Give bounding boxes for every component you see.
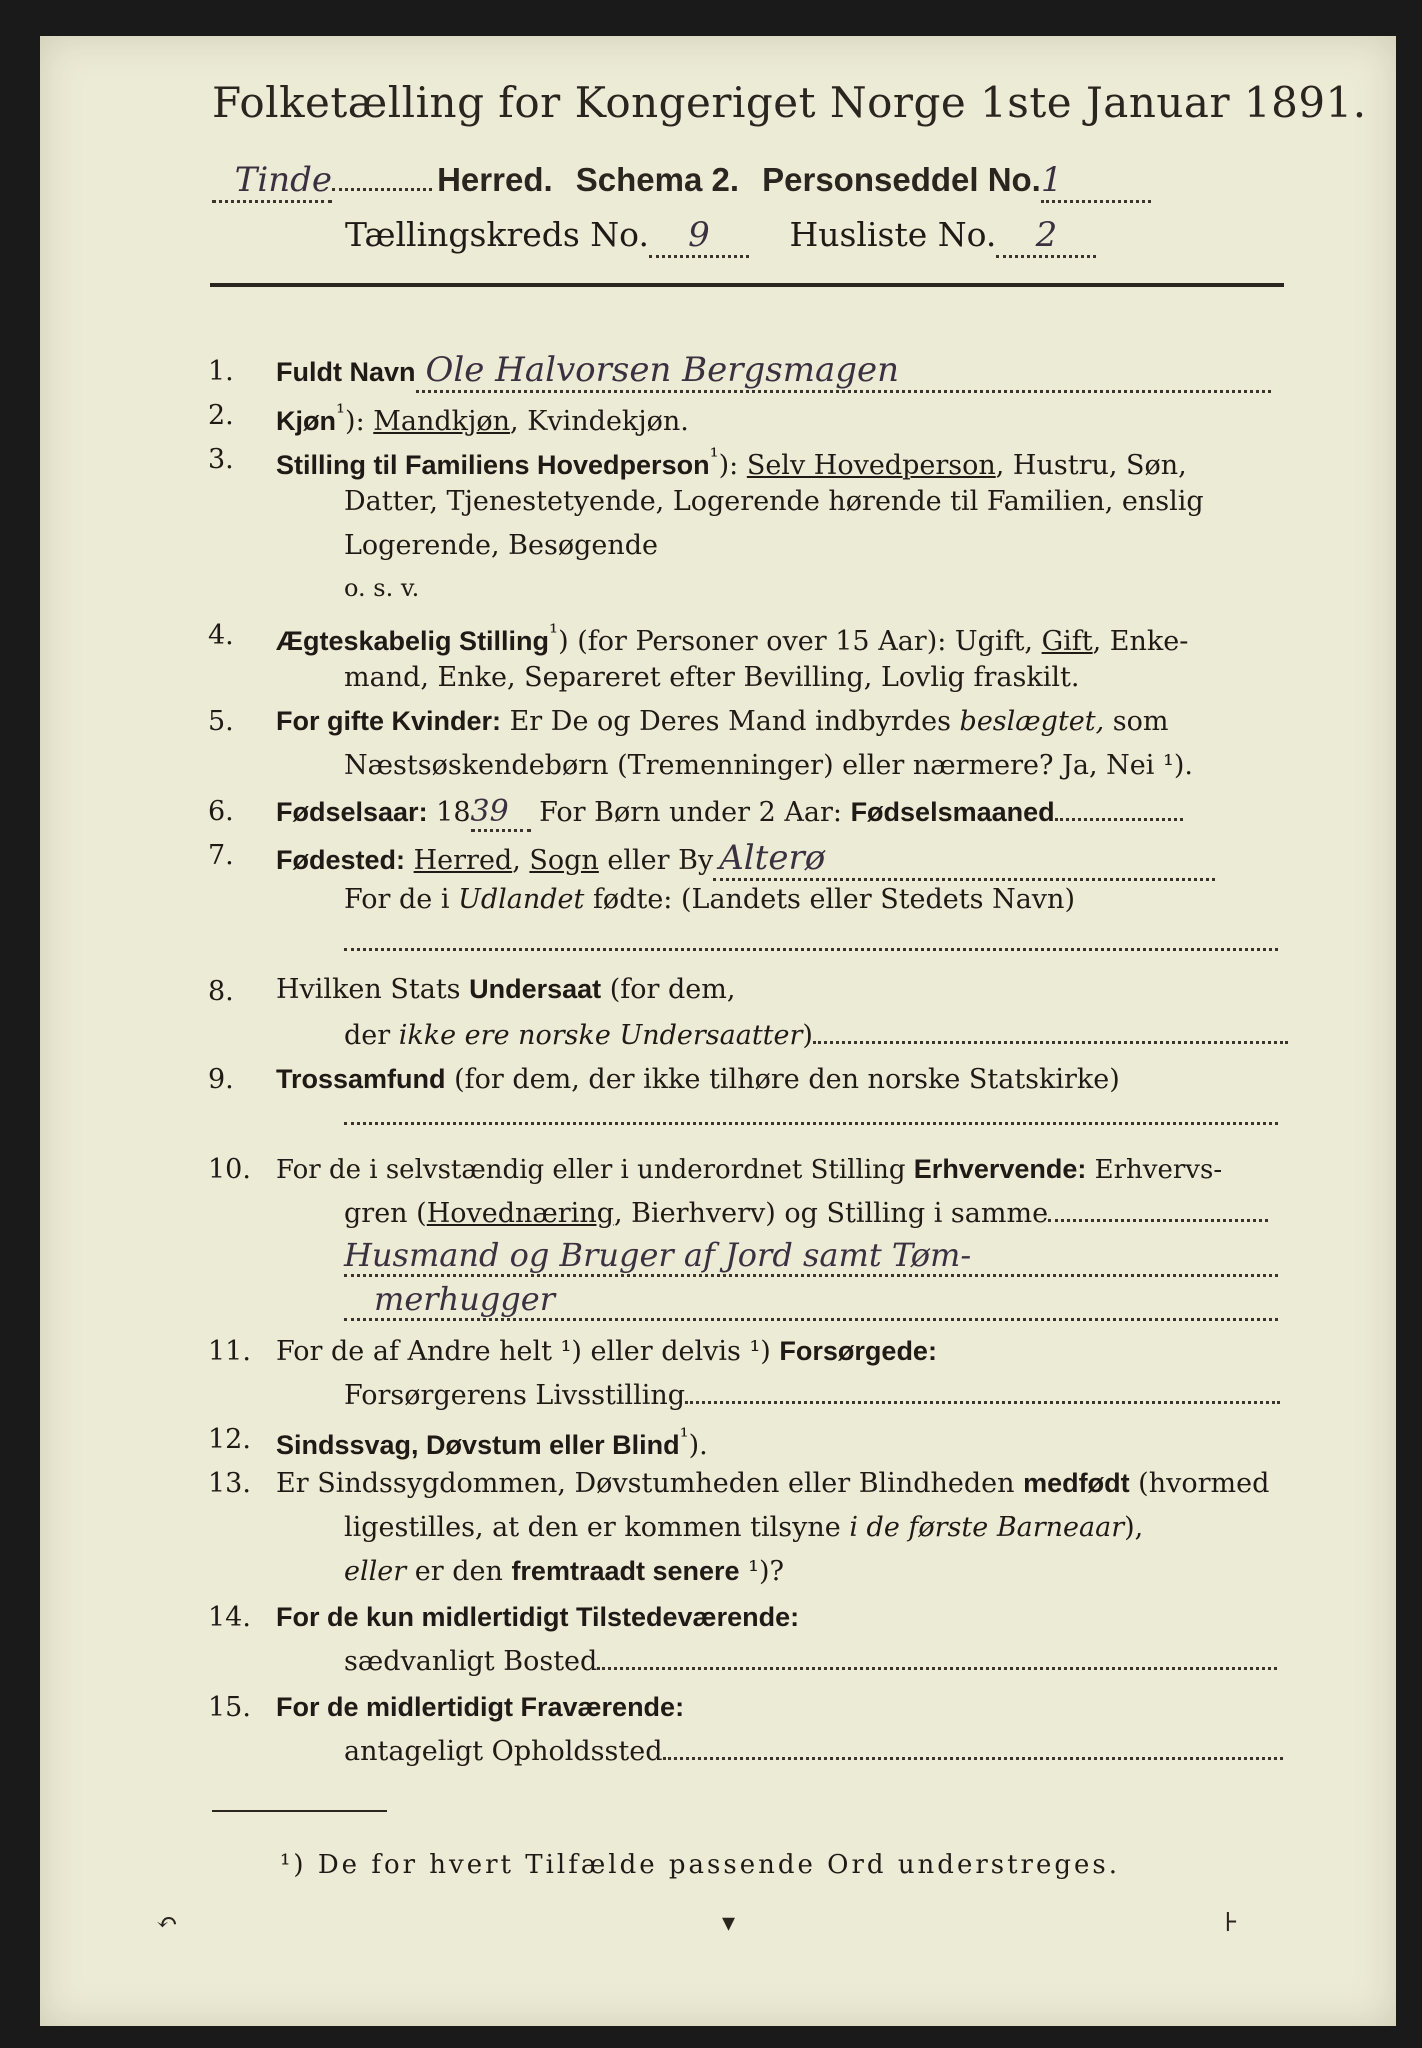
personseddel-label: Personseddel No.	[762, 161, 1041, 198]
item-11-line-2-text: Forsørgerens Livsstilling	[344, 1380, 686, 1411]
herred-label: Herred.	[437, 161, 553, 198]
item-15-line-2-text: antageligt Opholdssted	[344, 1736, 663, 1767]
item-12-text: ).	[688, 1430, 708, 1461]
item-12-sup: ¹	[679, 1424, 689, 1450]
item-13-line-3-bold: fremtraadt senere	[511, 1556, 740, 1586]
item-7-line-2-b: fødte: (Landets eller Stedets Navn)	[584, 884, 1075, 915]
item-3-line-2: Datter, Tjenestetyende, Logerende hørende til Familien, enslig	[344, 486, 1204, 517]
item-13-line-3-c: ¹)?	[739, 1556, 784, 1587]
item-6-number: 6.	[208, 796, 234, 827]
item-10-line-2-b: , Bierhverv) og Stilling i samme	[614, 1198, 1049, 1229]
item-9	[276, 1064, 1120, 1095]
husliste-value: 2	[996, 215, 1096, 258]
item-1-label: Fuldt Navn	[276, 357, 416, 387]
item-13-line-2-b: ),	[1124, 1512, 1144, 1543]
item-10-text-a: For de i selvstændig eller i underordnet Stilling	[276, 1155, 914, 1185]
item-3-text-b: , Hustru, Søn,	[995, 450, 1187, 481]
item-9-text: (for dem, der ikke tilhøre den norske Statskirke)	[445, 1064, 1120, 1095]
item-10	[276, 1154, 1222, 1185]
item-12-number: 12.	[208, 1424, 251, 1455]
item-13-line-3-italic: eller	[344, 1556, 407, 1587]
item-12	[276, 1424, 708, 1461]
item-13-number: 13.	[208, 1468, 251, 1499]
item-15-label: For de midlertidigt Fraværende:	[276, 1692, 685, 1722]
item-14-number: 14.	[208, 1602, 251, 1633]
item-1	[276, 350, 1271, 393]
herred-line	[212, 160, 1151, 203]
item-7-value: Alterø	[713, 838, 1215, 881]
footnote-rule	[212, 1810, 387, 1812]
item-2-label: Kjøn	[276, 406, 336, 436]
item-11-text-a: For de af Andre helt ¹) eller delvis ¹)	[276, 1336, 780, 1367]
item-10-answer-1: Husmand og Bruger af Jord samt Tøm-	[344, 1236, 1278, 1277]
kreds-label: Tællingskreds No.	[345, 215, 649, 254]
item-2-underlined: Mandkjøn	[373, 406, 511, 437]
item-11-line-2	[344, 1380, 1280, 1411]
item-9-number: 9.	[208, 1064, 234, 1095]
item-3-line-4: o. s. v.	[344, 574, 420, 602]
item-10-line-2-underlined: Hovednæring	[426, 1198, 614, 1229]
item-8-line-2-italic: ikke ere norske Undersaatter	[398, 1020, 803, 1051]
item-8-line-2-b: )	[802, 1020, 813, 1051]
item-3-underlined: Selv Hovedperson	[746, 450, 996, 481]
item-1-number: 1.	[208, 356, 234, 387]
item-13-text-c: (hvormed	[1129, 1468, 1270, 1499]
item-3-line-3: Logerende, Besøgende	[344, 530, 658, 561]
item-6-value: 39	[471, 794, 531, 832]
item-4-text-a: ) (for Personer over 15 Aar): Ugift,	[558, 626, 1042, 657]
item-4-number: 4.	[208, 620, 234, 651]
item-5-text-c: Er De og Deres Mand indbyrdes	[501, 706, 960, 737]
item-10-number: 10.	[208, 1154, 251, 1185]
item-13-line-2-italic: i de første Barneaar	[849, 1512, 1125, 1543]
item-5-label: gifte Kvinder:	[327, 706, 502, 736]
item-7-text: eller By	[598, 845, 714, 876]
item-2-text-b: , Kvindekjøn.	[510, 406, 689, 437]
item-2	[276, 400, 689, 437]
item-3-label: Stilling til Familiens Hovedperson	[276, 450, 710, 480]
item-14	[276, 1602, 799, 1633]
item-10-text-c: Erhvervs-	[1086, 1155, 1223, 1185]
item-9-label: Trossamfund	[276, 1064, 446, 1094]
item-15-number: 15.	[208, 1692, 251, 1723]
item-5-text-a: For	[276, 706, 327, 736]
item-1-value: Ole Halvorsen Bergsmagen	[416, 350, 1271, 393]
item-4-label: Ægteskabelig Stilling	[276, 626, 550, 656]
item-5-number: 5.	[208, 706, 234, 737]
item-4-sup: ¹	[549, 620, 559, 646]
item-3	[276, 444, 1187, 481]
item-3-number: 3.	[208, 444, 234, 475]
item-10-line-2-a: gren (	[344, 1198, 427, 1229]
kreds-line	[345, 215, 1096, 258]
item-5	[276, 706, 1169, 737]
item-4	[276, 620, 1188, 657]
item-10-answer-2: merhugger	[344, 1280, 1278, 1321]
item-7-underlined-2: Sogn	[529, 845, 599, 876]
item-7	[276, 838, 1215, 881]
item-8	[276, 974, 735, 1005]
item-7-blank-line	[344, 948, 1278, 951]
item-8-line-2-a: der	[344, 1020, 399, 1051]
item-2-text-a: ):	[345, 406, 374, 437]
item-5-text-d: som	[1104, 706, 1169, 737]
item-2-sup: ¹	[336, 400, 346, 426]
schema-label: Schema 2.	[575, 161, 740, 198]
header-rule	[210, 283, 1284, 287]
item-15-line-2	[344, 1736, 1283, 1767]
item-12-label: Sindssvag, Døvstum eller Blind	[276, 1430, 680, 1460]
item-8-label: Undersaat	[469, 974, 602, 1004]
item-13-line-3-a: er den	[406, 1556, 512, 1587]
item-2-number: 2.	[208, 400, 234, 431]
item-5-italic: beslægtet,	[959, 706, 1105, 737]
item-5-line-2: Næstsøskendebørn (Tremenninger) eller nærmere? Ja, Nei ¹).	[344, 750, 1193, 781]
corner-mark-left: ↶	[156, 1908, 178, 1938]
husliste-label: Husliste No.	[789, 215, 997, 254]
kreds-value: 9	[649, 215, 749, 258]
item-13	[276, 1468, 1269, 1499]
corner-mark-right: ⊦	[1224, 1908, 1239, 1938]
personseddel-value: 1	[1041, 160, 1151, 203]
item-4-text-b: , Enke-	[1092, 626, 1189, 657]
item-6-label: Fødselsaar:	[276, 797, 428, 827]
herred-value: Tinde	[212, 160, 332, 203]
item-6-century: 18	[427, 797, 471, 828]
item-7-label: Fødested:	[276, 845, 406, 875]
item-13-line-2-a: ligestilles, at den er kommen tilsyne	[344, 1512, 850, 1543]
item-7-underlined-1: Herred	[413, 845, 513, 876]
item-4-line-2: mand, Enke, Separeret efter Bevilling, Lovlig fraskilt.	[344, 662, 1080, 693]
item-13-label: medfødt	[1023, 1468, 1130, 1498]
item-8-text-a: Hvilken Stats	[276, 974, 470, 1005]
item-7-number: 7.	[208, 840, 234, 871]
item-11-number: 11.	[208, 1336, 251, 1367]
item-7-line-2-a: For de i	[344, 884, 459, 915]
item-3-sup: ¹	[709, 444, 719, 470]
item-9-blank-line	[344, 1122, 1278, 1125]
item-6-text-c: Fødselsmaaned	[850, 797, 1055, 827]
item-4-underlined: Gift	[1041, 626, 1093, 657]
item-13-line-3	[344, 1556, 784, 1587]
item-11	[276, 1336, 937, 1367]
item-6	[276, 794, 1183, 832]
center-mark: ▾	[722, 1908, 736, 1938]
item-14-line-2-text: sædvanligt Bosted	[344, 1646, 598, 1677]
form-title: Folketælling for Kongeriget Norge 1ste Januar 1891.	[212, 78, 1367, 127]
item-10-label: Erhvervende:	[913, 1154, 1087, 1184]
item-14-label: For de kun midlertidigt Tilstedeværende:	[276, 1602, 800, 1632]
item-8-number: 8.	[208, 976, 234, 1007]
item-13-line-2	[344, 1512, 1143, 1543]
item-8-line-2	[344, 1020, 1288, 1051]
item-11-label: Forsørgede:	[779, 1336, 937, 1366]
item-13-text-a: Er Sindssygdommen, Døvstumheden eller Blindheden	[276, 1468, 1024, 1499]
item-7-separator: ,	[512, 845, 530, 876]
item-7-line-2	[344, 884, 1075, 915]
item-10-line-2	[344, 1198, 1268, 1229]
footnote: ¹) De for hvert Tilfælde passende Ord understreges.	[280, 1850, 1121, 1880]
item-14-line-2	[344, 1646, 1277, 1677]
item-15	[276, 1692, 684, 1723]
item-3-text-a: ):	[718, 450, 747, 481]
item-7-line-2-italic: Udlandet	[458, 884, 585, 915]
item-8-text-c: (for dem,	[601, 974, 736, 1005]
item-6-text-b: For Børn under 2 Aar:	[530, 797, 851, 828]
